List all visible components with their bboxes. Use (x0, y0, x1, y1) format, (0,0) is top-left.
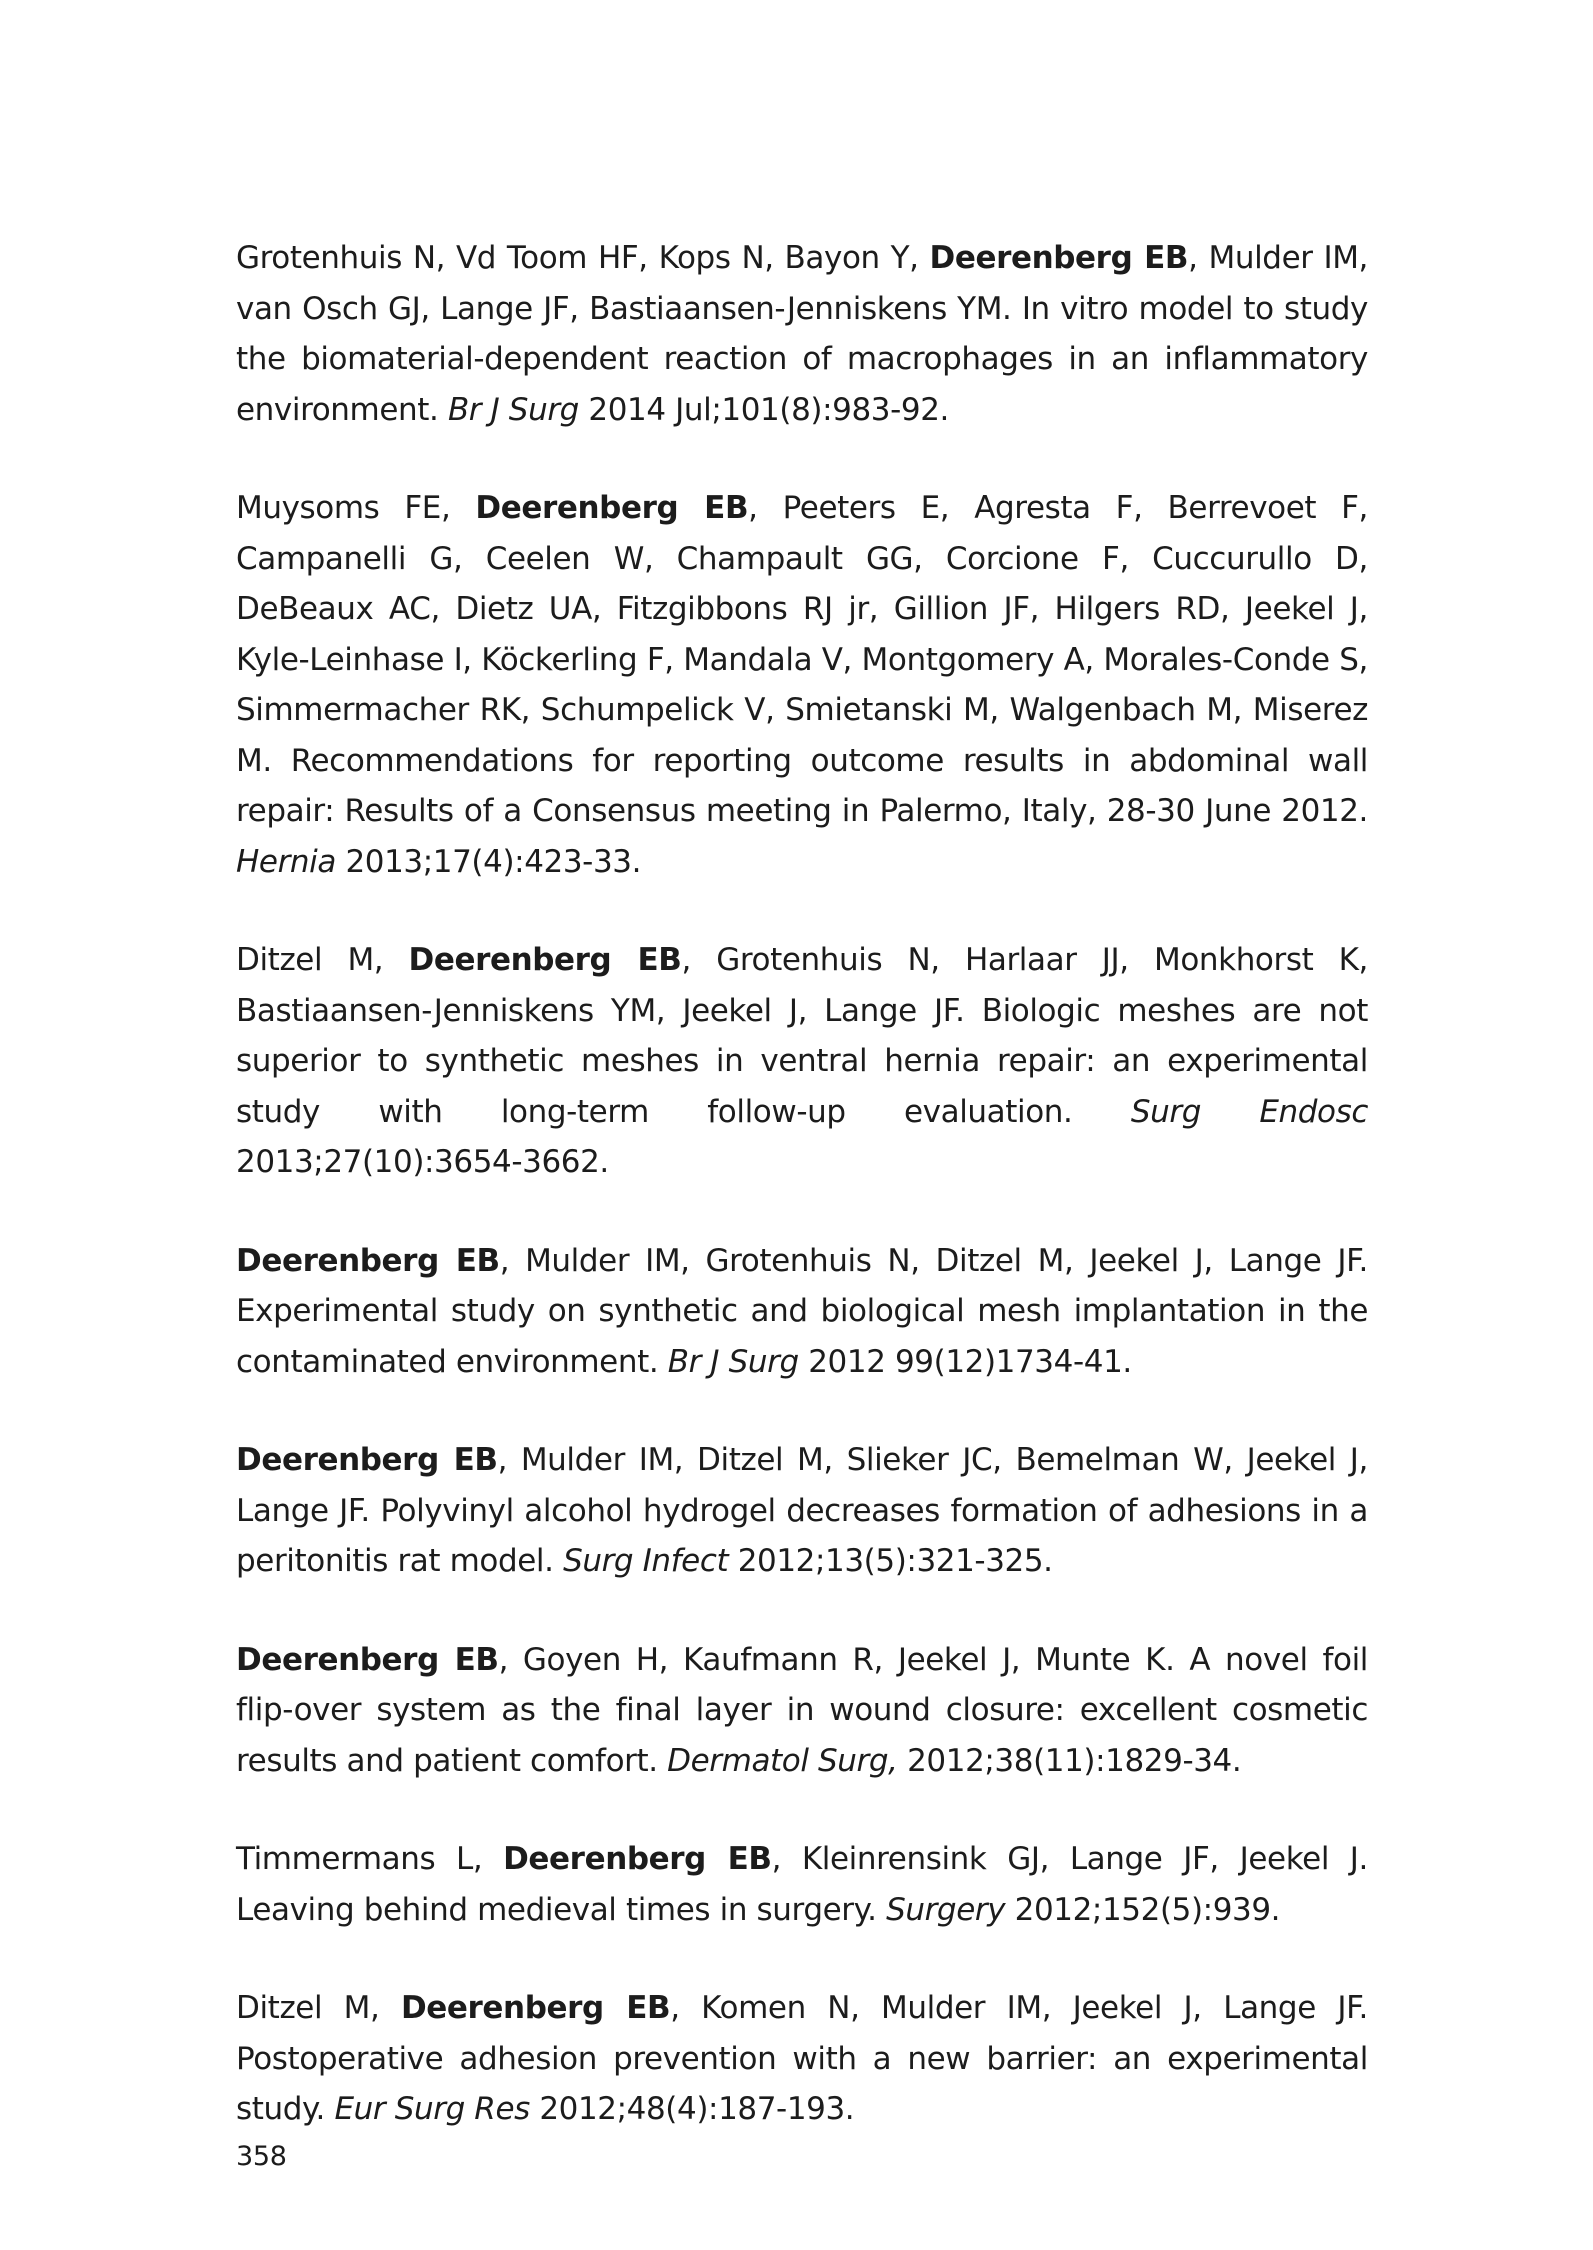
reference-title: Biologic meshes are not superior to synthetic meshes in ventral hernia repair: an experimental study with long-term follow-up evaluation. (236, 992, 1368, 1130)
reference-entry (236, 483, 1368, 887)
reference-authors-after: , Mulder IM, Ditzel M, Slieker JC, Bemelman W, Jeekel J, Lange JF. (236, 1442, 1368, 1529)
reference-authors-before: Grotenhuis N, Vd Toom HF, Kops N, Bayon Y, (236, 240, 930, 276)
reference-citation: 2012;13(5):321-325. (728, 1543, 1053, 1579)
reference-entry (236, 1236, 1368, 1388)
reference-journal: Br J Surg (447, 391, 579, 428)
reference-citation: 2013;27(10):3654-3662. (236, 1144, 609, 1180)
reference-citation: 2012;152(5):939. (1005, 1891, 1281, 1928)
reference-entry (236, 1983, 1368, 2135)
reference-citation: 2012;48(4):187-193. (529, 2091, 855, 2127)
reference-highlight-author: Deerenberg EB (236, 1641, 499, 1678)
reference-authors-after: , Mulder IM, van Osch GJ, Lange JF, Bastiaansen-Jenniskens YM. (236, 240, 1368, 327)
reference-entry (236, 233, 1368, 435)
reference-title: A novel foil flip-over system as the final layer in wound closure: excellent cosmetic results and patient comfort. (236, 1641, 1368, 1779)
reference-entry (236, 1435, 1368, 1587)
reference-highlight-author: Deerenberg EB (929, 240, 1189, 276)
reference-title: In vitro model to study the biomaterial-dependent reaction of macrophages in an inflammatory environment. (236, 290, 1368, 428)
reference-highlight-author: Deerenberg EB (400, 1990, 671, 2026)
reference-entry (236, 935, 1368, 1188)
page-number: 358 (236, 2141, 287, 2172)
reference-highlight-author: Deerenberg EB (236, 1442, 498, 1478)
reference-authors-after: , Mulder IM, Grotenhuis N, Ditzel M, Jeekel J, Lange JF. (499, 1242, 1369, 1279)
reference-journal: Dermatol Surg, (667, 1742, 898, 1779)
reference-authors-before: Muysoms FE, (236, 490, 476, 526)
reference-authors-after: , Kleinrensink GJ, Lange JF, Jeekel J. (771, 1841, 1368, 1877)
reference-authors-before: Timmermans L, (236, 1841, 504, 1877)
reference-highlight-author: Deerenberg EB (475, 490, 749, 526)
reference-title: Experimental study on synthetic and biological mesh implantation in the contaminated environment. (236, 1293, 1368, 1380)
reference-journal: Eur Surg Res (334, 2091, 530, 2127)
reference-authors-after: , Grotenhuis N, Harlaar JJ, Monkhorst K, Bastiaansen-Jenniskens YM, Jeekel J, Lange JF. (236, 942, 1368, 1029)
reference-authors-after: , Goyen H, Kaufmann R, Jeekel J, Munte K. (498, 1641, 1190, 1678)
reference-citation: 2013;17(4):423-33. (336, 843, 642, 880)
reference-authors-after: , Peeters E, Agresta F, Berrevoet F, Campanelli G, Ceelen W, Champault GG, Corcione F, Cuccurullo D, DeBeaux AC, Dietz UA, Fitzgibbons RJ jr, Gillion JF, Hilgers RD, Jeekel J, Kyle-Leinhase I, Köckerling F, Mandala V, Montgomery A, Morales-Conde S, Simmermacher RK, Schumpelick V, Smietanski M, Walgenbach M, Miserez M. (236, 490, 1368, 779)
reference-entry (236, 1834, 1368, 1935)
reference-authors-after: , Komen N, Mulder IM, Jeekel J, Lange JF. (670, 1990, 1368, 2026)
reference-journal: Surgery (886, 1891, 1006, 1928)
reference-journal: Hernia (236, 843, 336, 880)
reference-authors-before: Ditzel M, (236, 942, 409, 978)
reference-journal: Br J Surg (667, 1343, 799, 1380)
reference-highlight-author: Deerenberg EB (503, 1841, 772, 1877)
reference-title: Leaving behind medieval times in surgery. (236, 1891, 887, 1928)
reference-authors-before: Ditzel M, (236, 1990, 401, 2026)
reference-journal: Surg Infect (563, 1543, 729, 1579)
reference-highlight-author: Deerenberg EB (408, 942, 682, 978)
reference-title: Polyvinyl alcohol hydrogel decreases formation of adhesions in a peritonitis rat model. (236, 1492, 1368, 1579)
reference-list (236, 233, 1368, 2183)
reference-title: Recommendations for reporting outcome results in abdominal wall repair: Results of a Consensus meeting in Palermo, Italy, 28-30 June 2012. (236, 742, 1368, 829)
reference-citation: 2012;38(11):1829-34. (897, 1742, 1242, 1779)
reference-title: Postoperative adhesion prevention with a new barrier: an experimental study. (236, 2040, 1368, 2127)
reference-highlight-author: Deerenberg EB (236, 1242, 500, 1279)
reference-entry (236, 1635, 1368, 1787)
reference-citation: 2014 Jul;101(8):983-92. (578, 391, 949, 428)
reference-citation: 2012 99(12)1734-41. (798, 1343, 1132, 1380)
reference-journal: Surg Endosc (1130, 1093, 1368, 1130)
